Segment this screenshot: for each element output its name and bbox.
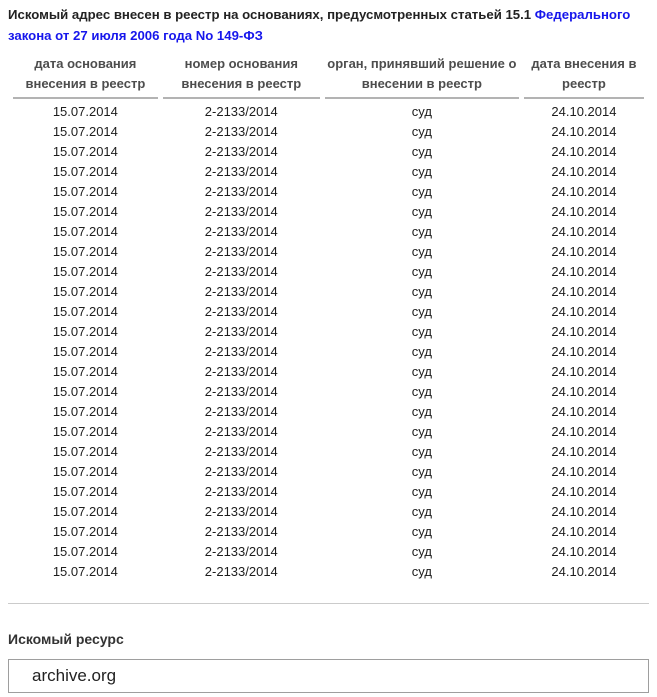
table-cell: 15.07.2014 [52, 104, 118, 119]
table-cell: 15.07.2014 [52, 444, 118, 459]
law-link[interactable]: Федерального [534, 7, 631, 22]
table-cell: 15.07.2014 [52, 344, 118, 359]
table-row [13, 202, 644, 222]
table-cell: 15.07.2014 [52, 124, 118, 139]
registry-table-body [13, 99, 644, 582]
table-cell: 24.10.2014 [551, 524, 617, 539]
table-cell: 15.07.2014 [52, 224, 118, 239]
table-cell: суд [411, 184, 432, 199]
table-row [13, 462, 644, 482]
table-cell: 2-2133/2014 [204, 104, 278, 119]
table-cell: 24.10.2014 [551, 444, 617, 459]
table-row [13, 99, 644, 122]
table-cell: 24.10.2014 [551, 564, 617, 579]
table-cell: 15.07.2014 [52, 504, 118, 519]
table-row [13, 542, 644, 562]
table-cell: 2-2133/2014 [204, 384, 278, 399]
table-cell: суд [411, 564, 432, 579]
table-cell: суд [411, 404, 432, 419]
table-cell: 15.07.2014 [52, 404, 118, 419]
column-header: дата внесения в реестр [524, 54, 644, 99]
table-cell: 2-2133/2014 [204, 324, 278, 339]
table-cell: суд [411, 244, 432, 259]
table-cell: 24.10.2014 [551, 264, 617, 279]
table-cell: 24.10.2014 [551, 464, 617, 479]
table-cell: 24.10.2014 [551, 144, 617, 159]
table-row [13, 142, 644, 162]
table-cell: 2-2133/2014 [204, 504, 278, 519]
registry-table [8, 54, 649, 582]
table-row [13, 302, 644, 322]
table-header-row [13, 54, 644, 99]
table-row [13, 282, 644, 302]
table-cell: 15.07.2014 [52, 164, 118, 179]
column-header: дата основания внесения в реестр [13, 54, 158, 99]
table-cell: суд [411, 524, 432, 539]
table-cell: суд [411, 204, 432, 219]
table-cell: 2-2133/2014 [204, 524, 278, 539]
table-cell: 2-2133/2014 [204, 244, 278, 259]
table-cell: суд [411, 384, 432, 399]
table-cell: 24.10.2014 [551, 124, 617, 139]
table-cell: 2-2133/2014 [204, 404, 278, 419]
table-cell: 24.10.2014 [551, 204, 617, 219]
resource-input[interactable] [8, 659, 649, 693]
registry-table-head [13, 54, 644, 99]
table-cell: 24.10.2014 [551, 504, 617, 519]
table-row [13, 342, 644, 362]
table-row [13, 402, 644, 422]
divider [8, 603, 649, 604]
table-cell: 2-2133/2014 [204, 424, 278, 439]
table-cell: суд [411, 484, 432, 499]
table-cell: 2-2133/2014 [204, 224, 278, 239]
table-row [13, 262, 644, 282]
table-cell: 2-2133/2014 [204, 544, 278, 559]
table-cell: 15.07.2014 [52, 144, 118, 159]
table-cell: 15.07.2014 [52, 284, 118, 299]
column-header: орган, принявший решение о внесении в реестр [325, 54, 519, 99]
table-cell: суд [411, 304, 432, 319]
resource-label: Искомый ресурс [8, 631, 124, 647]
table-cell: 2-2133/2014 [204, 444, 278, 459]
table-cell: 2-2133/2014 [204, 304, 278, 319]
table-cell: суд [411, 124, 432, 139]
table-cell: суд [411, 224, 432, 239]
table-cell: 2-2133/2014 [204, 284, 278, 299]
table-cell: 2-2133/2014 [204, 464, 278, 479]
table-row [13, 522, 644, 542]
table-row [13, 562, 644, 582]
table-cell: 2-2133/2014 [204, 144, 278, 159]
table-row [13, 182, 644, 202]
table-cell: 24.10.2014 [551, 324, 617, 339]
table-row [13, 362, 644, 382]
title-line-2 [8, 25, 649, 46]
table-cell: 15.07.2014 [52, 424, 118, 439]
law-link-continuation[interactable]: закона от 27 июля 2006 года No 149-ФЗ [8, 28, 263, 43]
table-cell: суд [411, 324, 432, 339]
table-cell: суд [411, 164, 432, 179]
table-cell: суд [411, 104, 432, 119]
table-cell: 15.07.2014 [52, 564, 118, 579]
table-cell: суд [411, 364, 432, 379]
table-cell: 15.07.2014 [52, 304, 118, 319]
table-cell: суд [411, 444, 432, 459]
title-line-1 [8, 4, 649, 25]
column-header: номер основания внесения в реестр [163, 54, 320, 99]
table-cell: 2-2133/2014 [204, 344, 278, 359]
table-row [13, 442, 644, 462]
table-cell: 24.10.2014 [551, 184, 617, 199]
table-cell: суд [411, 144, 432, 159]
table-cell: суд [411, 424, 432, 439]
table-row [13, 502, 644, 522]
table-row [13, 382, 644, 402]
table-cell: 2-2133/2014 [204, 204, 278, 219]
table-row [13, 322, 644, 342]
table-cell: суд [411, 344, 432, 359]
table-row [13, 122, 644, 142]
table-cell: 24.10.2014 [551, 244, 617, 259]
table-cell: 24.10.2014 [551, 164, 617, 179]
table-cell: 15.07.2014 [52, 324, 118, 339]
table-cell: 15.07.2014 [52, 184, 118, 199]
table-cell: 2-2133/2014 [204, 184, 278, 199]
table-cell: 15.07.2014 [52, 484, 118, 499]
table-cell: 24.10.2014 [551, 404, 617, 419]
table-cell: 15.07.2014 [52, 524, 118, 539]
table-cell: 15.07.2014 [52, 244, 118, 259]
table-cell: суд [411, 284, 432, 299]
table-cell: 24.10.2014 [551, 284, 617, 299]
table-cell: 24.10.2014 [551, 544, 617, 559]
table-cell: 24.10.2014 [551, 104, 617, 119]
table-cell: 2-2133/2014 [204, 484, 278, 499]
table-row [13, 242, 644, 262]
table-cell: 24.10.2014 [551, 384, 617, 399]
table-cell: 2-2133/2014 [204, 364, 278, 379]
table-cell: 24.10.2014 [551, 484, 617, 499]
table-cell: 15.07.2014 [52, 384, 118, 399]
table-cell: 2-2133/2014 [204, 564, 278, 579]
table-cell: 24.10.2014 [551, 424, 617, 439]
table-cell: 2-2133/2014 [204, 124, 278, 139]
table-cell: 2-2133/2014 [204, 264, 278, 279]
table-cell: 24.10.2014 [551, 364, 617, 379]
table-cell: 15.07.2014 [52, 544, 118, 559]
table-cell: 24.10.2014 [551, 344, 617, 359]
table-row [13, 222, 644, 242]
table-cell: 15.07.2014 [52, 204, 118, 219]
table-cell: суд [411, 264, 432, 279]
table-cell: 24.10.2014 [551, 304, 617, 319]
table-cell: 24.10.2014 [551, 224, 617, 239]
table-cell: 15.07.2014 [52, 364, 118, 379]
page-title [8, 4, 649, 46]
table-cell: суд [411, 504, 432, 519]
table-cell: суд [411, 544, 432, 559]
title-text: Искомый адрес внесен в реестр на основаниях, предусмотренных статьей 15.1 [8, 7, 535, 22]
table-row [13, 422, 644, 442]
table-row [13, 482, 644, 502]
table-cell: 15.07.2014 [52, 264, 118, 279]
table-row [13, 162, 644, 182]
table-cell: 2-2133/2014 [204, 164, 278, 179]
table-cell: суд [411, 464, 432, 479]
table-cell: 15.07.2014 [52, 464, 118, 479]
